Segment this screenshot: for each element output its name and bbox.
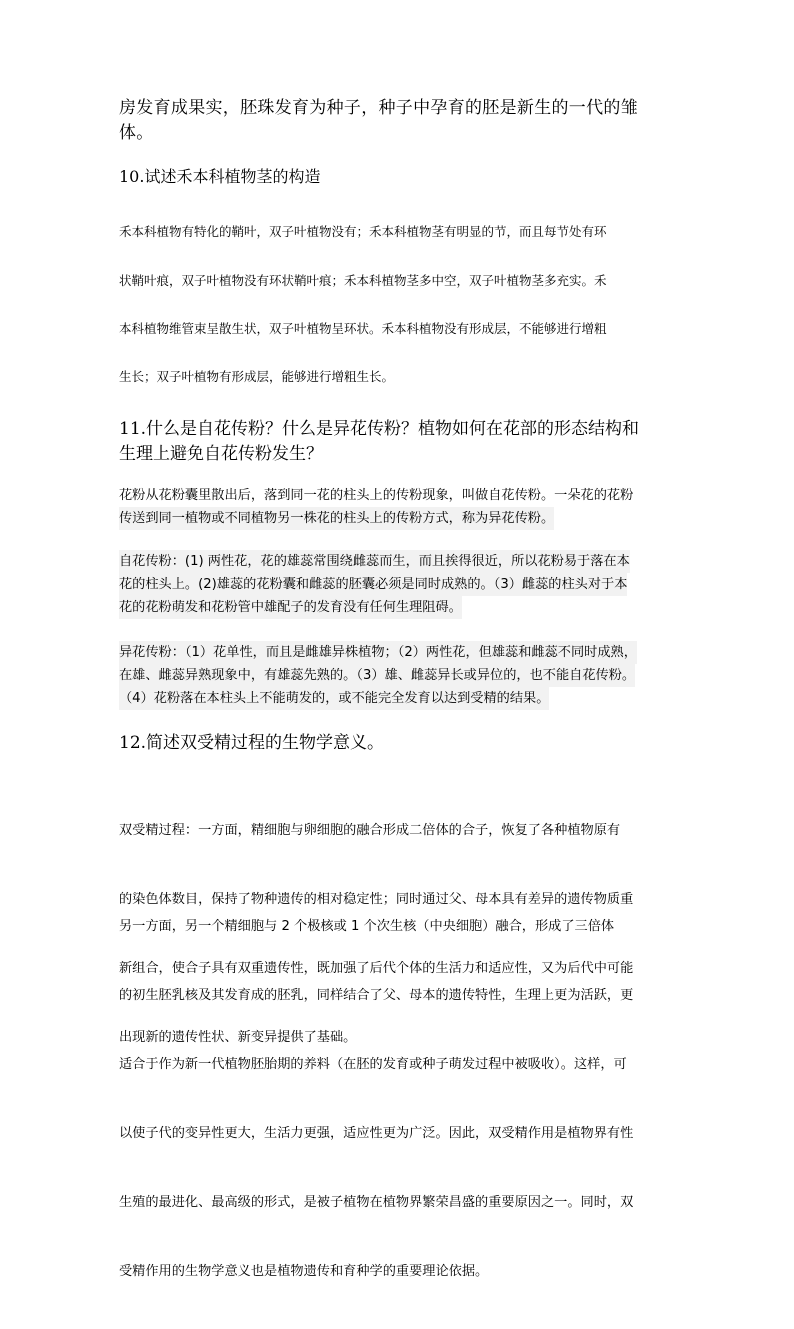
text-line: 本科植物维管束呈散生状，双子叶植物呈环状。禾本科植物没有形成层，不能够进行增粗 bbox=[119, 321, 607, 336]
text-line: 体。 bbox=[119, 123, 154, 143]
text-line: 生长；双子叶植物有形成层，能够进行增粗生长。 bbox=[119, 369, 395, 384]
text-line: 受精作用的生物学意义也是植物遗传和育种学的重要理论依据。 bbox=[119, 1264, 489, 1279]
text-line: 状鞘叶痕，双子叶植物没有环状鞘叶痕；禾本科植物茎多中空，双子叶植物茎多充实。禾 bbox=[119, 273, 607, 288]
heading-line: 生理上避免自花传粉发生？ bbox=[119, 444, 323, 464]
q12-heading: 12.简述双受精过程的生物学意义。 bbox=[119, 733, 385, 753]
text-line: 自花传粉：(1) 两性花，花的雄蕊常围绕雌蕊而生，而且挨得很近，所以花粉易于落在本 bbox=[119, 550, 630, 573]
text-line: 异花传粉：（1）花单性，而且是雌雄异株植物；（2）两性花，但雄蕊和雌蕊不同时成熟， bbox=[119, 641, 637, 664]
text-line: 传送到同一植物或不同植物另一株花的柱头上的传粉方式，称为异花传粉。 bbox=[119, 507, 554, 530]
text-line: 的染色体数目，保持了物种遗传的相对稳定性；同时通过父、母本具有差异的遗传物质重 bbox=[119, 892, 634, 907]
text-line: 禾本科植物有特化的鞘叶，双子叶植物没有；禾本科植物茎有明显的节，而且每节处有环 bbox=[119, 224, 607, 239]
text-line: 花粉从花粉囊里散出后，落到同一花的柱头上的传粉现象，叫做自花传粉。一朵花的花粉 bbox=[119, 488, 634, 503]
q11-self-pollination bbox=[119, 550, 675, 619]
text-line: （4）花粉落在本柱头上不能萌发的，或不能完全发育以达到受精的结果。 bbox=[119, 687, 549, 710]
text-line: 以使子代的变异性更大，生活力更强，适应性更为广泛。因此，双受精作用是植物界有性 bbox=[119, 1126, 634, 1141]
q10-heading: 10.试述禾本科植物茎的构造 bbox=[119, 167, 321, 186]
text-line: 在雄、雌蕊异熟现象中，有雄蕊先熟的。（3）雄、雌蕊异长或异位的，也不能自花传粉。 bbox=[119, 664, 635, 687]
q11-definition bbox=[119, 484, 675, 530]
text-line: 的初生胚乳核及其发育成的胚乳，同样结合了父、母本的遗传特性，生理上更为活跃，更 bbox=[119, 988, 634, 1003]
q10-answer-line-1 bbox=[119, 222, 675, 242]
text-line: 适合于作为新一代植物胚胎期的养料（在胚的发育或种子萌发过程中被吸收）。这样，可 bbox=[119, 1057, 627, 1072]
text-line: 花的柱头上。(2)雄蕊的花粉囊和雌蕊的胚囊必须是同时成熟的。（3）雌蕊的柱头对于本 bbox=[119, 573, 627, 596]
text-line: 出现新的遗传性状、新变异提供了基础。 bbox=[119, 1030, 357, 1045]
text-line: 双受精过程：一方面，精细胞与卵细胞的融合形成二倍体的合子，恢复了各种植物原有 bbox=[119, 823, 621, 838]
q11-cross-pollination bbox=[119, 641, 675, 710]
text-line: 生殖的最进化、最高级的形式，是被子植物在植物界繁荣昌盛的重要原因之一。同时，双 bbox=[119, 1195, 634, 1210]
q10-answer-line-4 bbox=[119, 367, 675, 387]
text-line: 新组合，使合子具有双重遗传性，既加强了后代个体的生活力和适应性，又为后代中可能 bbox=[119, 961, 634, 976]
heading-line: 11.什么是自花传粉？什么是异花传粉？植物如何在花部的形态结构和 bbox=[119, 419, 640, 439]
q10-answer-line-2 bbox=[119, 271, 675, 291]
text-line: 花的花粉萌发和花粉管中雄配子的发育没有任何生理阻碍。 bbox=[119, 596, 462, 619]
intro-paragraph bbox=[119, 96, 675, 146]
q12-paragraph-2 bbox=[119, 869, 675, 1329]
q11-heading bbox=[119, 417, 675, 467]
text-line: 房发育成果实，胚珠发育为种子，种子中孕育的胚是新生的一代的雏 bbox=[119, 98, 638, 118]
text-line: 另一方面，另一个精细胞与 2 个极核或 1 个次生核（中央细胞）融合，形成了三倍体 bbox=[119, 919, 615, 934]
q10-answer-line-3 bbox=[119, 319, 675, 339]
